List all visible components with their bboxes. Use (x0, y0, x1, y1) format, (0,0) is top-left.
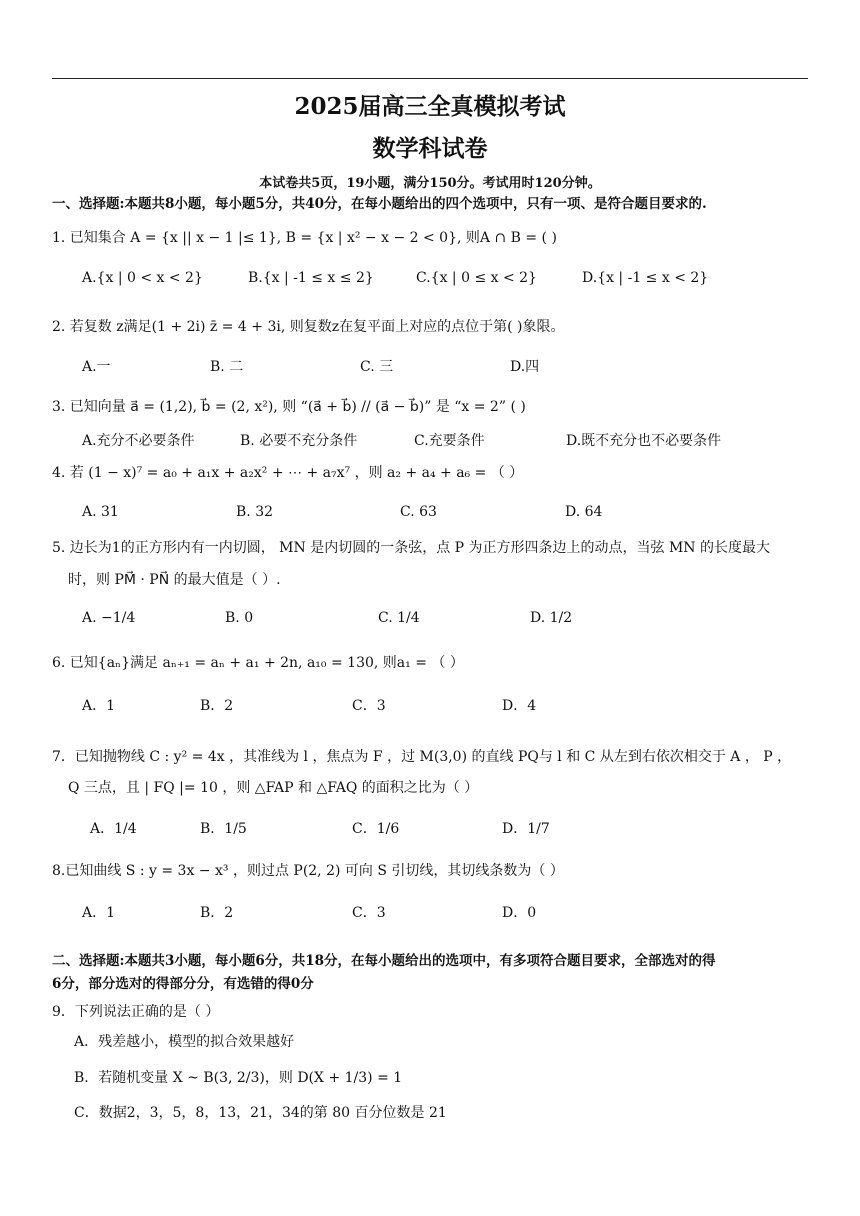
question-6-option-a: A．1 (82, 698, 116, 714)
exam-title: 2025届高三全真模拟考试 (294, 93, 566, 120)
question-2-stem: 2. 若复数 z满足(1 + 2i) z̄ = 4 + 3i, 则复数z在复平面上对应的点位于第( )象限。 (52, 319, 565, 335)
question-2-option-c: C. 三 (360, 359, 394, 375)
question-5-option-a: A. −1/4 (82, 610, 136, 626)
question-3-option-d: D.既不充分也不必要条件 (566, 433, 722, 449)
question-4-option-b: B. 32 (236, 504, 274, 520)
question-7-option-a: A．1/4 (90, 821, 137, 837)
question-1-option-c: C.{x | 0 ≤ x < 2} (416, 270, 537, 286)
exam-subtitle: 数学科试卷 (372, 135, 488, 162)
question-2-option-d: D.四 (510, 359, 540, 375)
question-9-stem: 9．下列说法正确的是（ ） (52, 1004, 220, 1020)
section-1-heading: 一、选择题:本题共8小题，每小题5分，共40分，在每小题给出的四个选项中，只有一项、是符合题目要求的. (52, 196, 707, 212)
question-6-option-d: D．4 (502, 698, 537, 714)
exam-intro: 本试卷共5页，19小题，满分150分。考试用时120分钟。 (259, 176, 601, 191)
question-5-option-c: C. 1/4 (378, 610, 420, 626)
question-7-option-b: B．1/5 (200, 821, 247, 837)
question-5-option-b: B. 0 (225, 610, 254, 626)
top-rule (52, 78, 808, 79)
question-7-stem-line-1: 7．已知抛物线 C : y² = 4x ，其准线为 l ，焦点为 F ，过 M(3,0) 的直线 PQ与 l 和 C 从左到右依次相交于 A ， P ， (52, 749, 792, 765)
question-1-option-a: A.{x | 0 < x < 2} (82, 270, 203, 286)
question-8-option-d: D．0 (502, 905, 537, 921)
section-2-heading-line-1: 二、选择题:本题共3小题，每小题6分，共18分，在每小题给出的选项中，有多项符合题目要求，全部选对的得 (52, 953, 716, 969)
question-4-stem: 4. 若 (1 − x)⁷ = a₀ + a₁x + a₂x² + ⋯ + a₇x⁷ ，则 a₂ + a₄ + a₆ = （ ） (52, 465, 524, 481)
question-6-option-c: C．3 (352, 698, 386, 714)
question-5-stem-line-1: 5. 边长为1的正方形内有一内切圆， MN 是内切圆的一条弦，点 P 为正方形四条边上的动点，当弦 MN 的长度最大 (52, 540, 771, 556)
question-4-option-d: D. 64 (565, 504, 603, 520)
question-3-stem: 3. 已知向量 a⃗ = (1,2), b⃗ = (2, x²), 则 “(a⃗ + b⃗) // (a⃗ − b⃗)” 是 “x = 2” ( ) (52, 399, 526, 415)
question-1-option-b: B.{x | -1 ≤ x ≤ 2} (248, 270, 374, 286)
question-7-option-d: D．1/7 (502, 821, 550, 837)
question-9-option-b: B．若随机变量 X ~ B(3, 2/3)，则 D(X + 1/3) = 1 (74, 1070, 403, 1086)
question-9-option-a: A．残差越小，模型的拟合效果越好 (74, 1034, 295, 1050)
question-9-option-c: C．数据2，3，5，8，13，21，34的第 80 百分位数是 21 (74, 1105, 447, 1121)
question-2-option-b: B. 二 (210, 359, 244, 375)
question-5-stem-line-2: 时，则 PM⃗ · PN⃗ 的最大值是（ ）. (68, 572, 281, 588)
question-8-option-a: A．1 (82, 905, 116, 921)
question-4-option-c: C. 63 (400, 504, 437, 520)
question-3-option-b: B. 必要不充分条件 (240, 433, 358, 449)
question-7-stem-line-2: Q 三点，且 | FQ |= 10 ，则 △FAP 和 △FAQ 的面积之比为（ ） (68, 780, 479, 796)
question-8-option-b: B．2 (200, 905, 234, 921)
question-3-option-c: C.充要条件 (414, 433, 485, 449)
question-6-option-b: B．2 (200, 698, 234, 714)
question-2-option-a: A.一 (82, 359, 111, 375)
question-8-option-c: C．3 (352, 905, 386, 921)
question-3-option-a: A.充分不必要条件 (82, 433, 195, 449)
question-1-stem: 1. 已知集合 A = {x || x − 1 |≤ 1}, B = {x | x² − x − 2 < 0}, 则A ∩ B = ( ) (52, 230, 557, 246)
question-8-stem: 8.已知曲线 S : y = 3x − x³ ，则过点 P(2, 2) 可向 S 引切线，其切线条数为（ ） (52, 863, 564, 879)
section-2-heading-line-2: 6分，部分选对的得部分分，有选错的得0分 (52, 976, 314, 992)
question-5-option-d: D. 1/2 (530, 610, 573, 626)
question-6-stem: 6. 已知{aₙ}满足 aₙ₊₁ = aₙ + a₁ + 2n, a₁₀ = 130, 则a₁ = （ ） (52, 655, 464, 671)
question-7-option-c: C．1/6 (352, 821, 400, 837)
question-1-option-d: D.{x | -1 ≤ x < 2} (582, 270, 709, 286)
question-4-option-a: A. 31 (82, 504, 119, 520)
